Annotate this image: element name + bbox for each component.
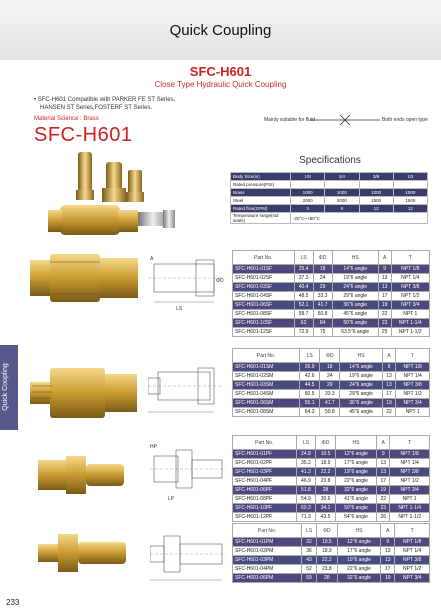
model-subtitle: Close Type Hydraulic Quick Coupling <box>154 80 287 89</box>
table-cell: 22 <box>378 310 391 319</box>
table-cell: SFC-H601-02PM <box>233 547 302 556</box>
table-cell: 13 <box>378 274 391 283</box>
column-header: T <box>395 524 430 538</box>
table-cell: NPT 1-1/4 <box>390 504 430 513</box>
column-header: Part No. <box>233 349 300 363</box>
table-cell: 17"6 angle <box>335 459 376 468</box>
table-cell: 13 <box>382 372 396 381</box>
column-header: ΦD <box>320 349 340 363</box>
column-header: Part No. <box>233 524 302 538</box>
table-cell: SFC-H601-02PF <box>233 459 297 468</box>
table-cell: SFC-H601-04SM <box>233 390 300 399</box>
table-cell: NPT 3/4 <box>391 301 429 310</box>
table-cell: NPT 1/2 <box>395 565 430 574</box>
table-cell: 19 <box>378 301 391 310</box>
table-row <box>233 486 430 495</box>
spec-value: 1000 <box>359 189 393 197</box>
table-cell: 17"6 angle <box>337 547 381 556</box>
table-cell: NPT 1/4 <box>396 372 430 381</box>
table-cell: 52 <box>302 565 317 574</box>
table-cell: SFC-H601-12PF <box>233 513 297 522</box>
column-header: LS <box>302 524 317 538</box>
spec-row <box>231 213 428 224</box>
column-header: HS <box>335 436 376 450</box>
table-cell: 13 <box>381 556 395 565</box>
table-cell: NPT 1-1/2 <box>390 513 430 522</box>
table-cell: 40.4 <box>294 283 313 292</box>
table-cell: NPT 1/8 <box>395 538 430 547</box>
table-cell: SFC-H601-08PF <box>233 495 297 504</box>
table-row <box>233 319 430 328</box>
table-cell: SFC-H601-01PM <box>233 538 302 547</box>
symbol-left-label: Mainly suitable for fluid <box>264 117 315 123</box>
table-cell: 71.3 <box>296 513 316 522</box>
table-cell: 59 <box>302 574 317 583</box>
spec-value: 2000 <box>325 197 359 205</box>
table-cell: 24 <box>313 274 332 283</box>
spec-label: Body Size(in) <box>231 173 291 181</box>
table-cell: 72.9 <box>294 328 313 337</box>
column-header: HS <box>340 349 382 363</box>
table-cell: NPT 1/8 <box>390 450 430 459</box>
table-cell: 12"6 angle <box>335 450 376 459</box>
table-cell: 22 <box>382 408 396 417</box>
spec-value <box>291 181 325 189</box>
hp-label: HP <box>150 444 157 450</box>
spec-value: 1/2 <box>393 173 427 181</box>
column-header: ΦD <box>313 251 332 265</box>
table-cell: 23 <box>378 319 391 328</box>
spec-value: 1500 <box>393 197 427 205</box>
table-cell: NPT 1 <box>396 408 430 417</box>
table-cell: 26.9 <box>300 363 320 372</box>
table-cell: 13 <box>377 459 390 468</box>
coupling-set-photo <box>48 150 178 250</box>
table-cell: 50.8 <box>320 408 340 417</box>
spec-value: 2000 <box>291 197 325 205</box>
table-cell: 36"6 angle <box>340 399 382 408</box>
table-cell: 9 <box>382 363 396 372</box>
table-cell: 29"6 angle <box>332 292 378 301</box>
table-cell: NPT 3/8 <box>396 381 430 390</box>
desc-line-2: HANSEN ST Series,FOSTERF ST Series. <box>40 105 153 111</box>
table-row <box>233 547 430 556</box>
column-header: HS <box>337 524 381 538</box>
table-cell: NPT 3/8 <box>395 556 430 565</box>
side-tab-label: Quick Coupling <box>2 363 9 411</box>
table-header-row <box>233 436 430 450</box>
material-label: Material Science : Brass <box>34 116 99 122</box>
table-cell: 55.1 <box>300 399 320 408</box>
column-header: ΦD <box>316 436 336 450</box>
specifications-title: Specifications <box>299 155 361 166</box>
table-cell: 22.2 <box>316 556 337 565</box>
table-cell: SFC-H601-08SM <box>233 408 300 417</box>
table-cell: 18 <box>320 363 340 372</box>
ls-label: LS <box>176 306 183 312</box>
table-cell: SFC-H601-03SM <box>233 381 300 390</box>
compatibility-description <box>34 96 244 112</box>
table-cell: SFC-H601-04SF <box>233 292 295 301</box>
table-cell: 58.7 <box>294 310 313 319</box>
spec-label: Brass <box>231 189 291 197</box>
spec-row <box>231 181 428 189</box>
table-cell: 44.5 <box>300 381 320 390</box>
table-row <box>233 513 430 522</box>
table-cell: 22.2 <box>316 468 336 477</box>
table-cell: 18.9 <box>316 547 337 556</box>
table-row <box>233 408 430 417</box>
table-cell: 9 <box>377 450 390 459</box>
female-sf-table <box>232 250 430 337</box>
column-header: A <box>378 251 391 265</box>
table-cell: 14"6 angle <box>340 363 382 372</box>
table-row <box>233 328 430 337</box>
spec-value: 6 <box>325 205 359 213</box>
table-row <box>233 292 430 301</box>
column-header: A <box>377 436 390 450</box>
table-cell: 36"6 angle <box>332 301 378 310</box>
table-cell: 32"6 angle <box>337 574 381 583</box>
male-thread-coupler-diagram <box>148 358 228 422</box>
table-cell: 50.5 <box>300 390 320 399</box>
table-cell: NPT 1/2 <box>390 477 430 486</box>
page-title: Quick Coupling <box>169 22 272 39</box>
table-cell: 28 <box>316 486 336 495</box>
table-cell: 52.1 <box>294 301 313 310</box>
table-cell: 18.9 <box>316 459 336 468</box>
table-cell: 19"6 angle <box>340 372 382 381</box>
table-cell: 17 <box>382 390 396 399</box>
specifications-table <box>230 172 428 224</box>
spec-value <box>325 181 359 189</box>
page-number: 233 <box>6 598 20 607</box>
column-header: A <box>381 524 395 538</box>
table-cell: NPT 3/4 <box>390 486 430 495</box>
table-cell: NPT 1/8 <box>391 265 429 274</box>
spec-value <box>393 181 427 189</box>
table-cell: 50"6 angle <box>332 319 378 328</box>
table-row <box>233 556 430 565</box>
symbol-right-label: Both ends open type <box>382 117 428 123</box>
table-cell: 24"6 angle <box>332 283 378 292</box>
table-cell: SFC-H601-02SM <box>233 372 300 381</box>
table-cell: SFC-H601-03PM <box>233 556 302 565</box>
table-cell: NPT 1/2 <box>396 390 430 399</box>
lp-label: LP <box>168 496 175 502</box>
table-cell: 45"6 angle <box>332 310 378 319</box>
table-cell: 37.3 <box>294 274 313 283</box>
table-row <box>233 381 430 390</box>
table-cell: 22"6 angle <box>335 477 376 486</box>
table-cell: NPT 1/8 <box>396 363 430 372</box>
spec-row <box>231 173 428 181</box>
table-cell: SFC-H601-01SM <box>233 363 300 372</box>
table-cell: SFC-H601-06PF <box>233 486 297 495</box>
table-cell: 22 <box>377 495 390 504</box>
table-cell: 13 <box>382 381 396 390</box>
table-cell: 29 <box>320 381 340 390</box>
table-cell: 24 <box>320 372 340 381</box>
table-row <box>233 390 430 399</box>
spec-label: Steel <box>231 197 291 205</box>
big-model-name: SFC-H601 <box>34 124 133 146</box>
spec-value: 1000 <box>325 189 359 197</box>
table-cell: 19"6 angle <box>332 274 378 283</box>
table-cell: 25.4 <box>294 265 313 274</box>
table-cell: 32"6 angle <box>335 486 376 495</box>
table-cell: 29 <box>313 283 332 292</box>
table-cell: 41.7 <box>313 301 332 310</box>
table-row <box>233 574 430 583</box>
column-header: T <box>396 349 430 363</box>
table-cell: 13 <box>378 283 391 292</box>
table-cell: NPT 1 <box>390 495 430 504</box>
table-cell: NPT 1/4 <box>390 459 430 468</box>
table-row <box>233 450 430 459</box>
column-header: A <box>382 349 396 363</box>
table-cell: 43 <box>302 556 317 565</box>
table-cell: SFC-H601-10SF <box>233 319 295 328</box>
table-cell: NPT 1/2 <box>391 292 429 301</box>
table-cell: 46.9 <box>296 477 316 486</box>
table-row <box>233 283 430 292</box>
table-cell: SFC-H601-02SF <box>233 274 295 283</box>
table-cell: 75 <box>313 328 332 337</box>
table-cell: 10.5 <box>316 450 336 459</box>
table-cell: 33.3 <box>320 390 340 399</box>
spec-value: 3/8 <box>359 173 393 181</box>
table-cell: 24"6 angle <box>340 381 382 390</box>
spec-row <box>231 189 428 197</box>
spec-value: 1/4 <box>325 173 359 181</box>
female-plug-photo <box>38 446 128 506</box>
table-cell: 51.8 <box>296 486 316 495</box>
table-cell: 19"6 angle <box>335 468 376 477</box>
table-row <box>233 363 430 372</box>
table-cell: 9 <box>378 265 391 274</box>
table-cell: 19 <box>377 486 390 495</box>
d-label: ΦD <box>216 278 224 284</box>
spec-value: 1/8 <box>291 173 325 181</box>
table-cell: 30.6 <box>316 495 336 504</box>
table-cell: SFC-H601-03PF <box>233 468 297 477</box>
spec-label: Temperature range(std seals) <box>231 213 291 224</box>
table-row <box>233 459 430 468</box>
table-cell: SFC-H601-04PM <box>233 565 302 574</box>
table-cell: 64 <box>313 319 332 328</box>
table-cell: 41"6 angle <box>335 495 376 504</box>
spec-row <box>231 197 428 205</box>
table-cell: 22"6 angle <box>337 565 381 574</box>
table-cell: 19 <box>382 399 396 408</box>
table-cell: NPT 3/4 <box>395 574 430 583</box>
table-cell: NPT 1-1/2 <box>391 328 429 337</box>
column-header: Part No. <box>233 251 295 265</box>
table-row <box>233 310 430 319</box>
table-cell: NPT 3/8 <box>391 283 429 292</box>
table-cell: SFC-H601-04PF <box>233 477 297 486</box>
table-row <box>233 538 430 547</box>
spec-row <box>231 205 428 213</box>
table-cell: 28 <box>316 574 337 583</box>
table-header-row <box>233 349 430 363</box>
spec-value: 1000 <box>291 189 325 197</box>
table-cell: 9 <box>381 538 395 547</box>
spec-value <box>359 181 393 189</box>
table-header-row <box>233 251 430 265</box>
table-cell: 50"6 angle <box>335 504 376 513</box>
table-cell: 10.5 <box>316 538 337 547</box>
male-pm-table <box>232 523 430 583</box>
table-cell: 54"6 angle <box>335 513 376 522</box>
male-plug-photo <box>38 526 130 582</box>
spec-value: 12 <box>359 205 393 213</box>
table-cell: SFC-H601-06SM <box>233 399 300 408</box>
table-cell: SFC-H601-06SF <box>233 301 295 310</box>
male-plug-diagram <box>150 524 228 588</box>
column-header: LS <box>296 436 316 450</box>
table-cell: 33.3 <box>313 292 332 301</box>
table-cell: SFC-H601-10PF <box>233 504 297 513</box>
table-cell: 34.1 <box>316 504 336 513</box>
table-row <box>233 265 430 274</box>
table-cell: NPT 1/4 <box>395 547 430 556</box>
table-cell: 42.6 <box>300 372 320 381</box>
table-cell: 17 <box>381 565 395 574</box>
table-cell: 23 <box>377 504 390 513</box>
table-row <box>233 301 430 310</box>
table-cell: 36 <box>302 547 317 556</box>
spec-label: Rated flow(GPM) <box>231 205 291 213</box>
table-header-row <box>233 524 430 538</box>
column-header: LS <box>300 349 320 363</box>
table-cell: 64.3 <box>300 408 320 417</box>
table-cell: 25 <box>378 328 391 337</box>
table-cell: NPT 1 <box>391 310 429 319</box>
table-cell: 13 <box>377 468 390 477</box>
table-cell: NPT 3/8 <box>390 468 430 477</box>
spec-value: 3 <box>291 205 325 213</box>
table-cell: 18 <box>313 265 332 274</box>
column-header: HS <box>332 251 378 265</box>
table-cell: 60.3 <box>296 504 316 513</box>
table-cell: 50.8 <box>313 310 332 319</box>
table-cell: NPT 3/4 <box>396 399 430 408</box>
spec-value: 1500 <box>359 197 393 205</box>
table-cell: 63.5"6 angle <box>332 328 378 337</box>
table-cell: 35.2 <box>296 459 316 468</box>
table-row <box>233 274 430 283</box>
male-sm-table <box>232 348 430 417</box>
table-cell: 17 <box>378 292 391 301</box>
table-cell: 12"6 angle <box>337 538 381 547</box>
table-cell: 13 <box>381 547 395 556</box>
table-cell: SFC-H601-01SF <box>233 265 295 274</box>
table-row <box>233 565 430 574</box>
table-cell: NPT 1/4 <box>391 274 429 283</box>
table-cell: 23.8 <box>316 565 337 574</box>
table-cell: 17 <box>377 477 390 486</box>
table-cell: 41.3 <box>296 468 316 477</box>
table-row <box>233 399 430 408</box>
coupling-symbol-icon <box>310 112 380 128</box>
table-row <box>233 495 430 504</box>
model-title: SFC-H601 <box>189 64 252 79</box>
table-cell: 54.9 <box>296 495 316 504</box>
table-cell: 32 <box>302 538 317 547</box>
spec-value: 1000 <box>393 189 427 197</box>
table-cell: 45"6 angle <box>340 408 382 417</box>
table-cell: 19 <box>381 574 395 583</box>
side-tab <box>0 345 18 430</box>
table-cell: SFC-H601-12SF <box>233 328 295 337</box>
table-row <box>233 504 430 513</box>
column-header: T <box>391 251 429 265</box>
spec-label: Rated pressure(PSI) <box>231 181 291 189</box>
desc-line-1: • SFC-H601 Compatible with PARKER FE ST Series, <box>34 97 176 103</box>
table-row <box>233 372 430 381</box>
table-cell: SFC-H601-08SF <box>233 310 295 319</box>
table-cell: SFC-H601-01PF <box>233 450 297 459</box>
column-header: LS <box>294 251 313 265</box>
column-header: ΦD <box>316 524 337 538</box>
column-header: Part No. <box>233 436 297 450</box>
table-cell: 26 <box>377 513 390 522</box>
spec-value: -20°C~+80°C <box>291 213 428 224</box>
table-row <box>233 468 430 477</box>
female-pf-table <box>232 435 430 522</box>
table-cell: 24.8 <box>296 450 316 459</box>
table-cell: SFC-H601-06PM <box>233 574 302 583</box>
a-label: A <box>150 256 154 262</box>
male-thread-coupler-photo <box>30 362 140 424</box>
table-cell: 19"6 angle <box>337 556 381 565</box>
table-cell: SFC-H601-03SF <box>233 283 295 292</box>
table-cell: 48.5 <box>294 292 313 301</box>
table-cell: 29"6 angle <box>340 390 382 399</box>
female-plug-diagram <box>150 440 228 504</box>
table-cell: 23.8 <box>316 477 336 486</box>
table-cell: 43.5 <box>316 513 336 522</box>
table-cell: 41.7 <box>320 399 340 408</box>
spec-value: 12 <box>393 205 427 213</box>
table-row <box>233 477 430 486</box>
female-coupler-photo <box>30 248 140 308</box>
table-cell: NPT 1-1/4 <box>391 319 429 328</box>
column-header: T <box>390 436 430 450</box>
table-cell: 14"6 angle <box>332 265 378 274</box>
table-cell: 62 <box>294 319 313 328</box>
female-coupler-diagram <box>148 252 228 316</box>
